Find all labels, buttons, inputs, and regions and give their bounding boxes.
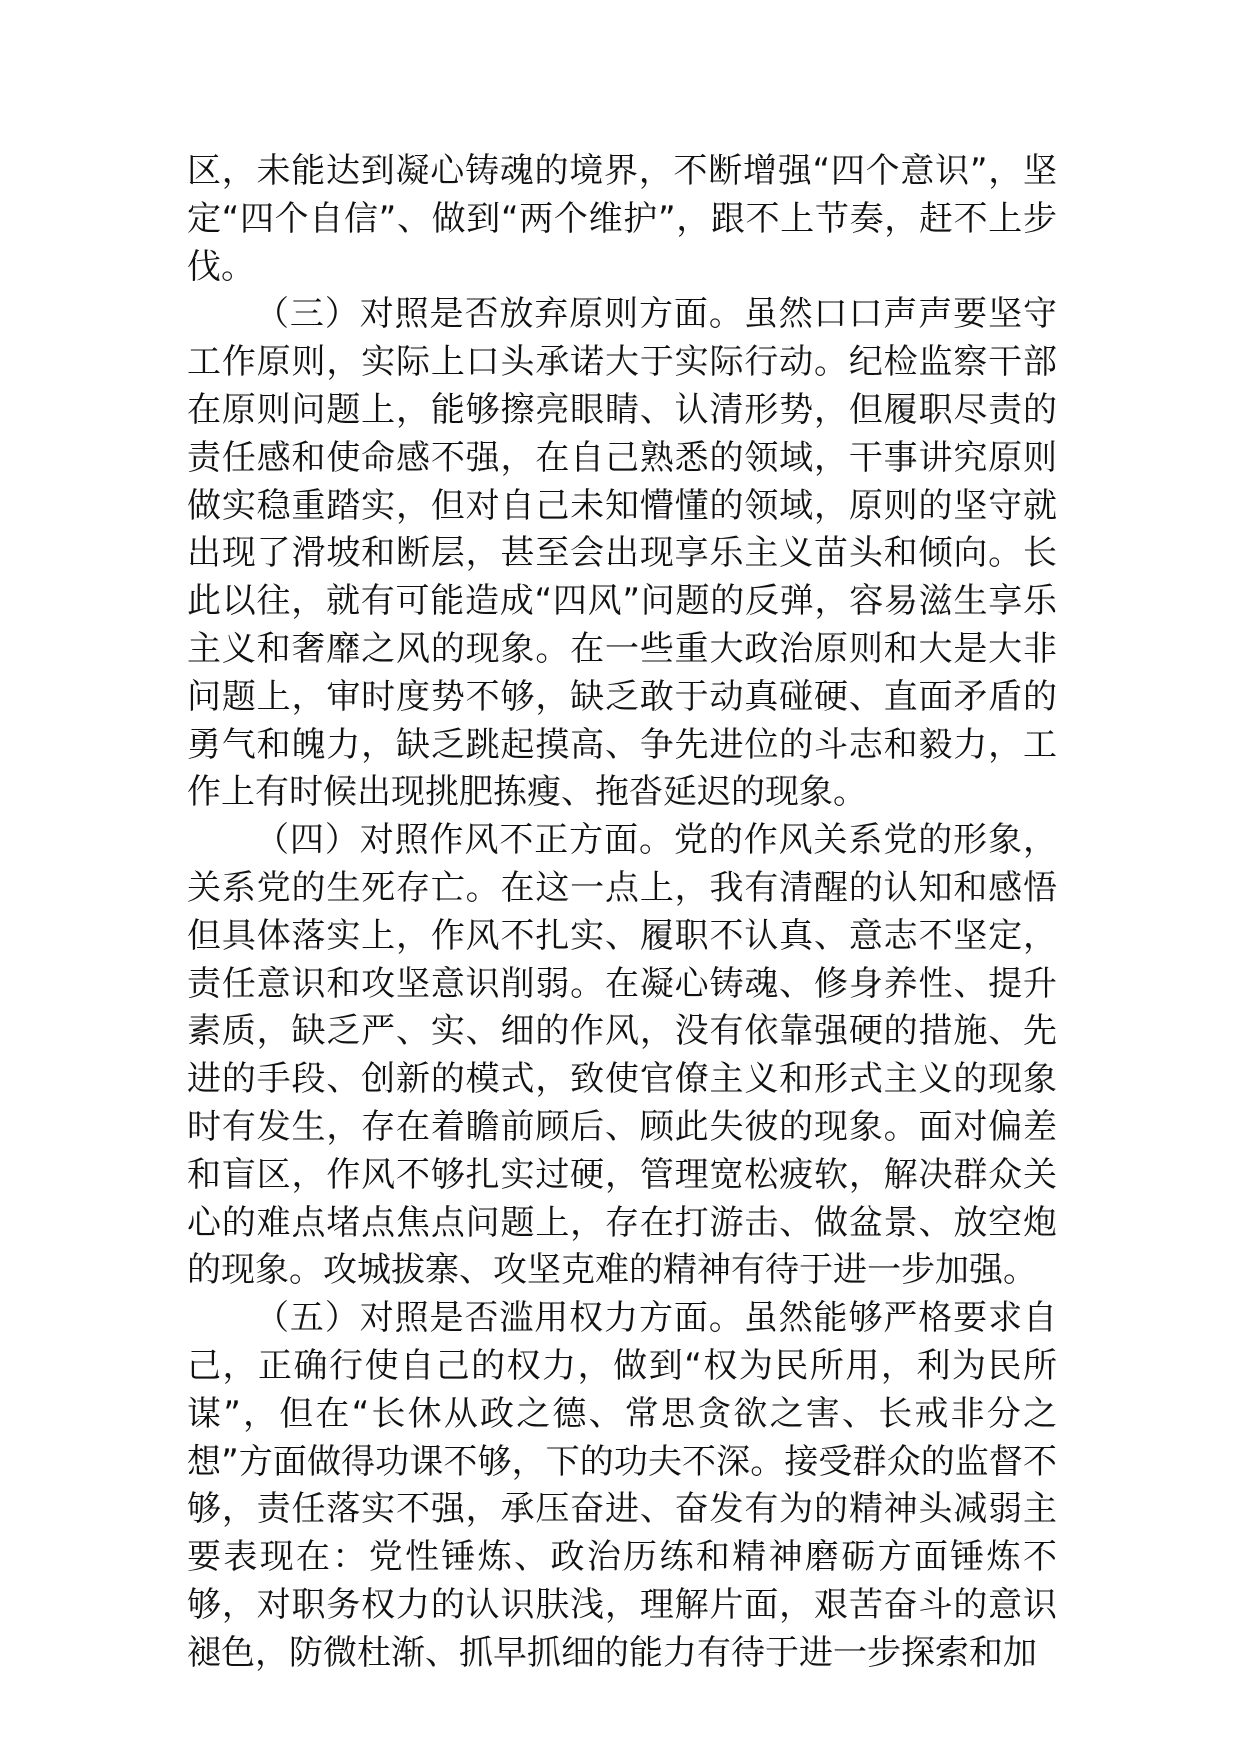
document-body bbox=[187, 148, 1057, 1678]
paragraph-section-four: （四）对照作风不正方面。党的作风关系党的形象，关系党的生死存亡。在这一点上，我有清醒的认知和感悟但具体落实上，作风不扎实、履职不认真、意志不坚定，责任意识和攻坚意识削弱。在凝心铸魂、修身养性、提升素质，缺乏严、实、细的作风，没有依靠强硬的措施、先进的手段、创新的模式，致使官僚主义和形式主义的现象时有发生，存在着瞻前顾后、顾此失彼的现象。面对偏差和盲区，作风不够扎实过硬，管理宽松疲软，解决群众关心的难点堵点焦点问题上，存在打游击、做盆景、放空炮的现象。攻城拔寨、攻坚克难的精神有待于进一步加强。 bbox=[187, 820, 1057, 1291]
paragraph-section-three: （三）对照是否放弃原则方面。虽然口口声声要坚守工作原则，实际上口头承诺大于实际行动。纪检监察干部在原则问题上，能够擦亮眼睛、认清形势，但履职尽责的责任感和使命感不强，在自己熟悉的领域，干事讲究原则做实稳重踏实，但对自己未知懵懂的领域，原则的坚守就出现了滑坡和断层，甚至会出现享乐主义苗头和倾向。长此以往，就有可能造成“四风”问题的反弹，容易滋生享乐主义和奢靡之风的现象。在一些重大政治原则和大是大非问题上，审时度势不够，缺乏敢于动真碰硬、直面矛盾的勇气和魄力，缺乏跳起摸高、争先进位的斗志和毅力，工作上有时候出现挑肥拣瘦、拖沓延迟的现象。 bbox=[187, 294, 1057, 813]
paragraph-section-five: （五）对照是否滥用权力方面。虽然能够严格要求自己，正确行使自己的权力，做到“权为民所用，利为民所谋”，但在“长休从政之德、常思贪欲之害、长戒非分之想”方面做得功课不够，下的功夫不深。接受群众的监督不够，责任落实不强，承压奋进、奋发有为的精神头减弱主要表现在：党性锤炼、政治历练和精神磨砺方面锤炼不够，对职务权力的认识肤浅，理解片面，艰苦奋斗的意识褪色，防微杜渐、抓早抓细的能力有待于进一步探索和加 bbox=[187, 1298, 1057, 1673]
paragraph-continuation: 区，未能达到凝心铸魂的境界，不断增强“四个意识”，坚定“四个自信”、做到“两个维护”，跟不上节奏，赶不上步伐。 bbox=[187, 151, 1057, 287]
